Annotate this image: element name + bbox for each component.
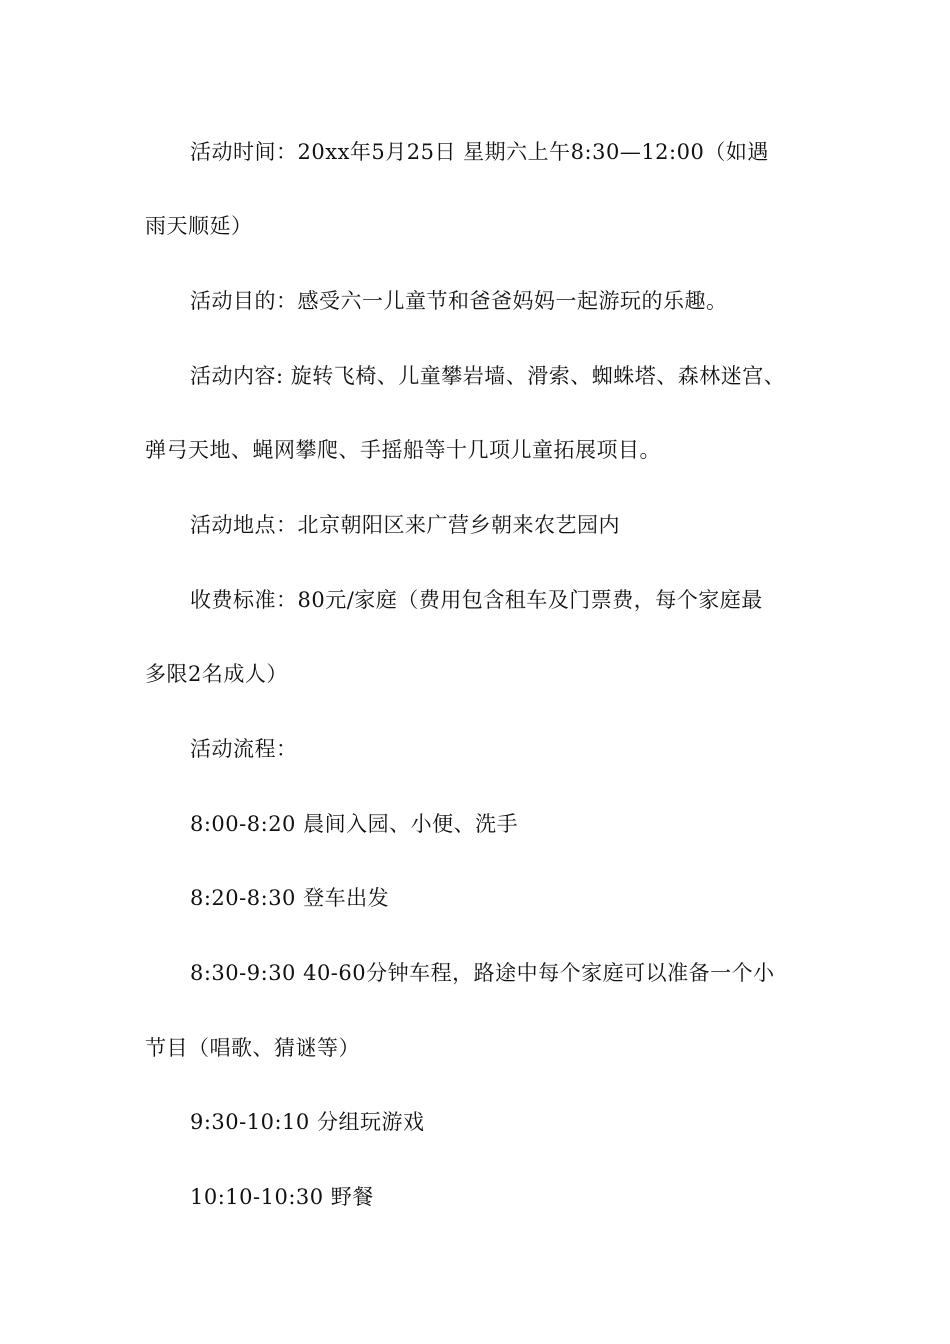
activity-location-line: 活动地点：北京朝阳区来广营乡朝来农艺园内 — [190, 513, 620, 537]
activity-process-heading: 活动流程： — [190, 737, 298, 761]
activity-purpose-line: 活动目的：感受六一儿童节和爸爸妈妈一起游玩的乐趣。 — [190, 289, 728, 313]
schedule-item-2: 8:20-8:30 登车出发 — [190, 886, 390, 910]
activity-content-line: 活动内容: 旋转飞椅、儿童攀岩墙、滑索、蜘蛛塔、森林迷宫、 — [190, 364, 786, 388]
activity-time-continuation: 雨天顺延） — [145, 214, 253, 238]
activity-time-line: 活动时间：20xx年5月25日 星期六上午8:30—12:00（如遇 — [190, 140, 769, 164]
fee-standard-continuation: 多限2名成人） — [145, 662, 288, 686]
schedule-item-4: 9:30-10:10 分组玩游戏 — [190, 1110, 425, 1134]
schedule-item-3: 8:30-9:30 40-60分钟车程，路途中每个家庭可以准备一个小 — [190, 961, 775, 985]
schedule-item-5: 10:10-10:30 野餐 — [190, 1185, 374, 1209]
activity-content-continuation: 弹弓天地、蝇网攀爬、手摇船等十几项儿童拓展项目。 — [145, 438, 661, 462]
fee-standard-line: 收费标准：80元/家庭（费用包含租车及门票费，每个家庭最 — [190, 588, 763, 612]
schedule-item-1: 8:00-8:20 晨间入园、小便、洗手 — [190, 812, 519, 836]
schedule-item-3-continuation: 节目（唱歌、猜谜等） — [145, 1036, 360, 1060]
